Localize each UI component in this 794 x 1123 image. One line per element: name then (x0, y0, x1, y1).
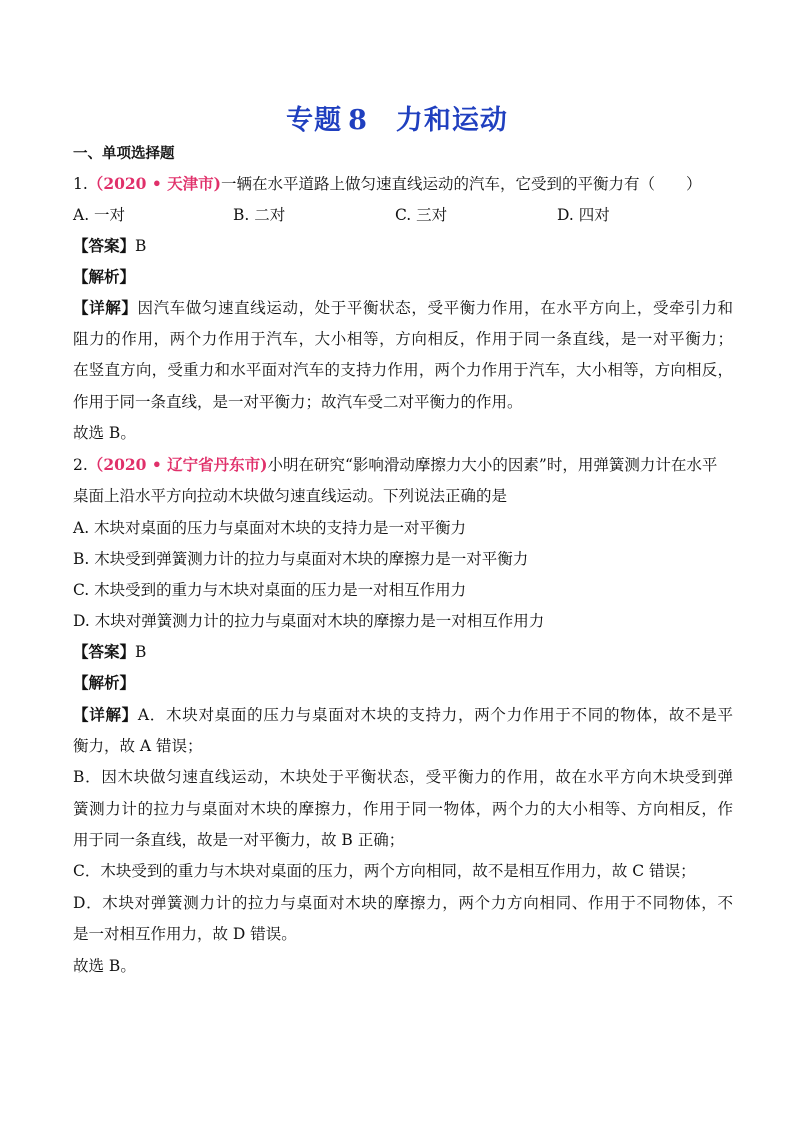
analysis-label: 【解析】 (73, 673, 136, 692)
title-number: 8 (348, 105, 368, 136)
answer-1 (73, 236, 733, 256)
option-a: A. 木块对桌面的压力与桌面对木块的支持力是一对平衡力 (73, 519, 467, 537)
option-b: B. 木块受到弹簧测力计的拉力与桌面对木块的摩擦力是一对平衡力 (73, 550, 529, 568)
detail-2-line-6: C．木块受到的重力与木块对桌面的压力，两个方向相同，故不是相互作用力，故 C 错误； (73, 862, 696, 880)
detail-2-line-5: 用于同一条直线，故是一对平衡力，故 B 正确； (73, 831, 405, 849)
question-text: 小明在研究“影响滑动摩擦力大小的因素”时，用弹簧测力计在水平 (267, 456, 718, 474)
option-d: D. 四对 (557, 206, 610, 224)
source-bracket-open: （ (87, 455, 104, 474)
question-number: 2. (73, 456, 88, 474)
analysis-label-1 (73, 267, 733, 287)
detail-text: 因汽车做匀速直线运动，处于平衡状态，受平衡力作用，在水平方向上，受牵引力和 (137, 299, 733, 317)
question-text: 一辆在水平道路上做匀速直线运动的汽车，它受到的平衡力有（ ） (221, 175, 702, 193)
page-title (0, 98, 794, 137)
answer-2 (73, 642, 733, 662)
detail-1-line-4: 作用于同一条直线，是一对平衡力；故汽车受二对平衡力的作用。 (73, 393, 523, 411)
question-source: 2020 • 天津市 (103, 174, 214, 193)
detail-label: 【详解】 (73, 298, 138, 317)
detail-1-line-1 (73, 298, 733, 318)
conclusion-2: 故选 B。 (73, 957, 136, 975)
source-bracket-open: （ (87, 174, 104, 193)
detail-2-line-2: 衡力，故 A 错误； (73, 737, 203, 755)
detail-label: 【详解】 (73, 705, 138, 724)
detail-2-line-3: B．因木块做匀速直线运动，木块处于平衡状态，受平衡力的作用，故在水平方向木块受到弹 (73, 768, 733, 786)
answer-value: B (135, 237, 147, 255)
analysis-label: 【解析】 (73, 267, 136, 286)
title-topic: 力和运动 (395, 105, 508, 136)
detail-1-line-2: 阻力的作用，两个力作用于汽车，大小相等，方向相反，作用于同一条直线，是一对平衡力； (73, 330, 733, 348)
question-2-stem-line-2: 桌面上沿水平方向拉动木块做匀速直线运动。下列说法正确的是 (73, 487, 508, 505)
question-1-stem (73, 174, 733, 194)
detail-2-line-4: 簧测力计的拉力与桌面对木块的摩擦力，作用于同一物体，两个力的大小相等、方向相反，作 (73, 800, 733, 818)
source-bracket-close: ) (213, 174, 221, 193)
detail-text: A．木块对桌面的压力与桌面对木块的支持力，两个力作用于不同的物体，故不是平 (137, 706, 733, 724)
option-c: C. 三对 (395, 206, 448, 224)
question-source: 2020 • 辽宁省丹东市 (103, 455, 261, 474)
option-c: C. 木块受到的重力与木块对桌面的压力是一对相互作用力 (73, 581, 467, 599)
question-number: 1. (73, 175, 88, 193)
title-prefix: 专题 (286, 105, 343, 136)
section-heading: 一、单项选择题 (73, 146, 175, 162)
option-a: A. 一对 (73, 206, 126, 224)
answer-label: 【答案】 (73, 236, 136, 255)
option-d: D. 木块对弹簧测力计的拉力与桌面对木块的摩擦力是一对相互作用力 (73, 612, 545, 630)
conclusion-1: 故选 B。 (73, 424, 136, 442)
answer-value: B (135, 643, 147, 661)
question-1-options (73, 205, 733, 225)
detail-1-line-3: 在竖直方向，受重力和水平面对汽车的支持力作用，两个力作用于汽车，大小相等，方向相反， (73, 361, 733, 379)
detail-2-line-7: D．木块对弹簧测力计的拉力与桌面对木块的摩擦力，两个力方向相同、作用于不同物体，不 (73, 894, 733, 912)
source-bracket-close: ) (260, 455, 268, 474)
analysis-label-2 (73, 673, 733, 693)
detail-2-line-8: 是一对相互作用力，故 D 错误。 (73, 925, 297, 943)
question-2-stem-line-1 (73, 455, 733, 475)
answer-label: 【答案】 (73, 642, 136, 661)
option-b: B. 二对 (233, 206, 286, 224)
detail-2-line-1 (73, 705, 733, 725)
